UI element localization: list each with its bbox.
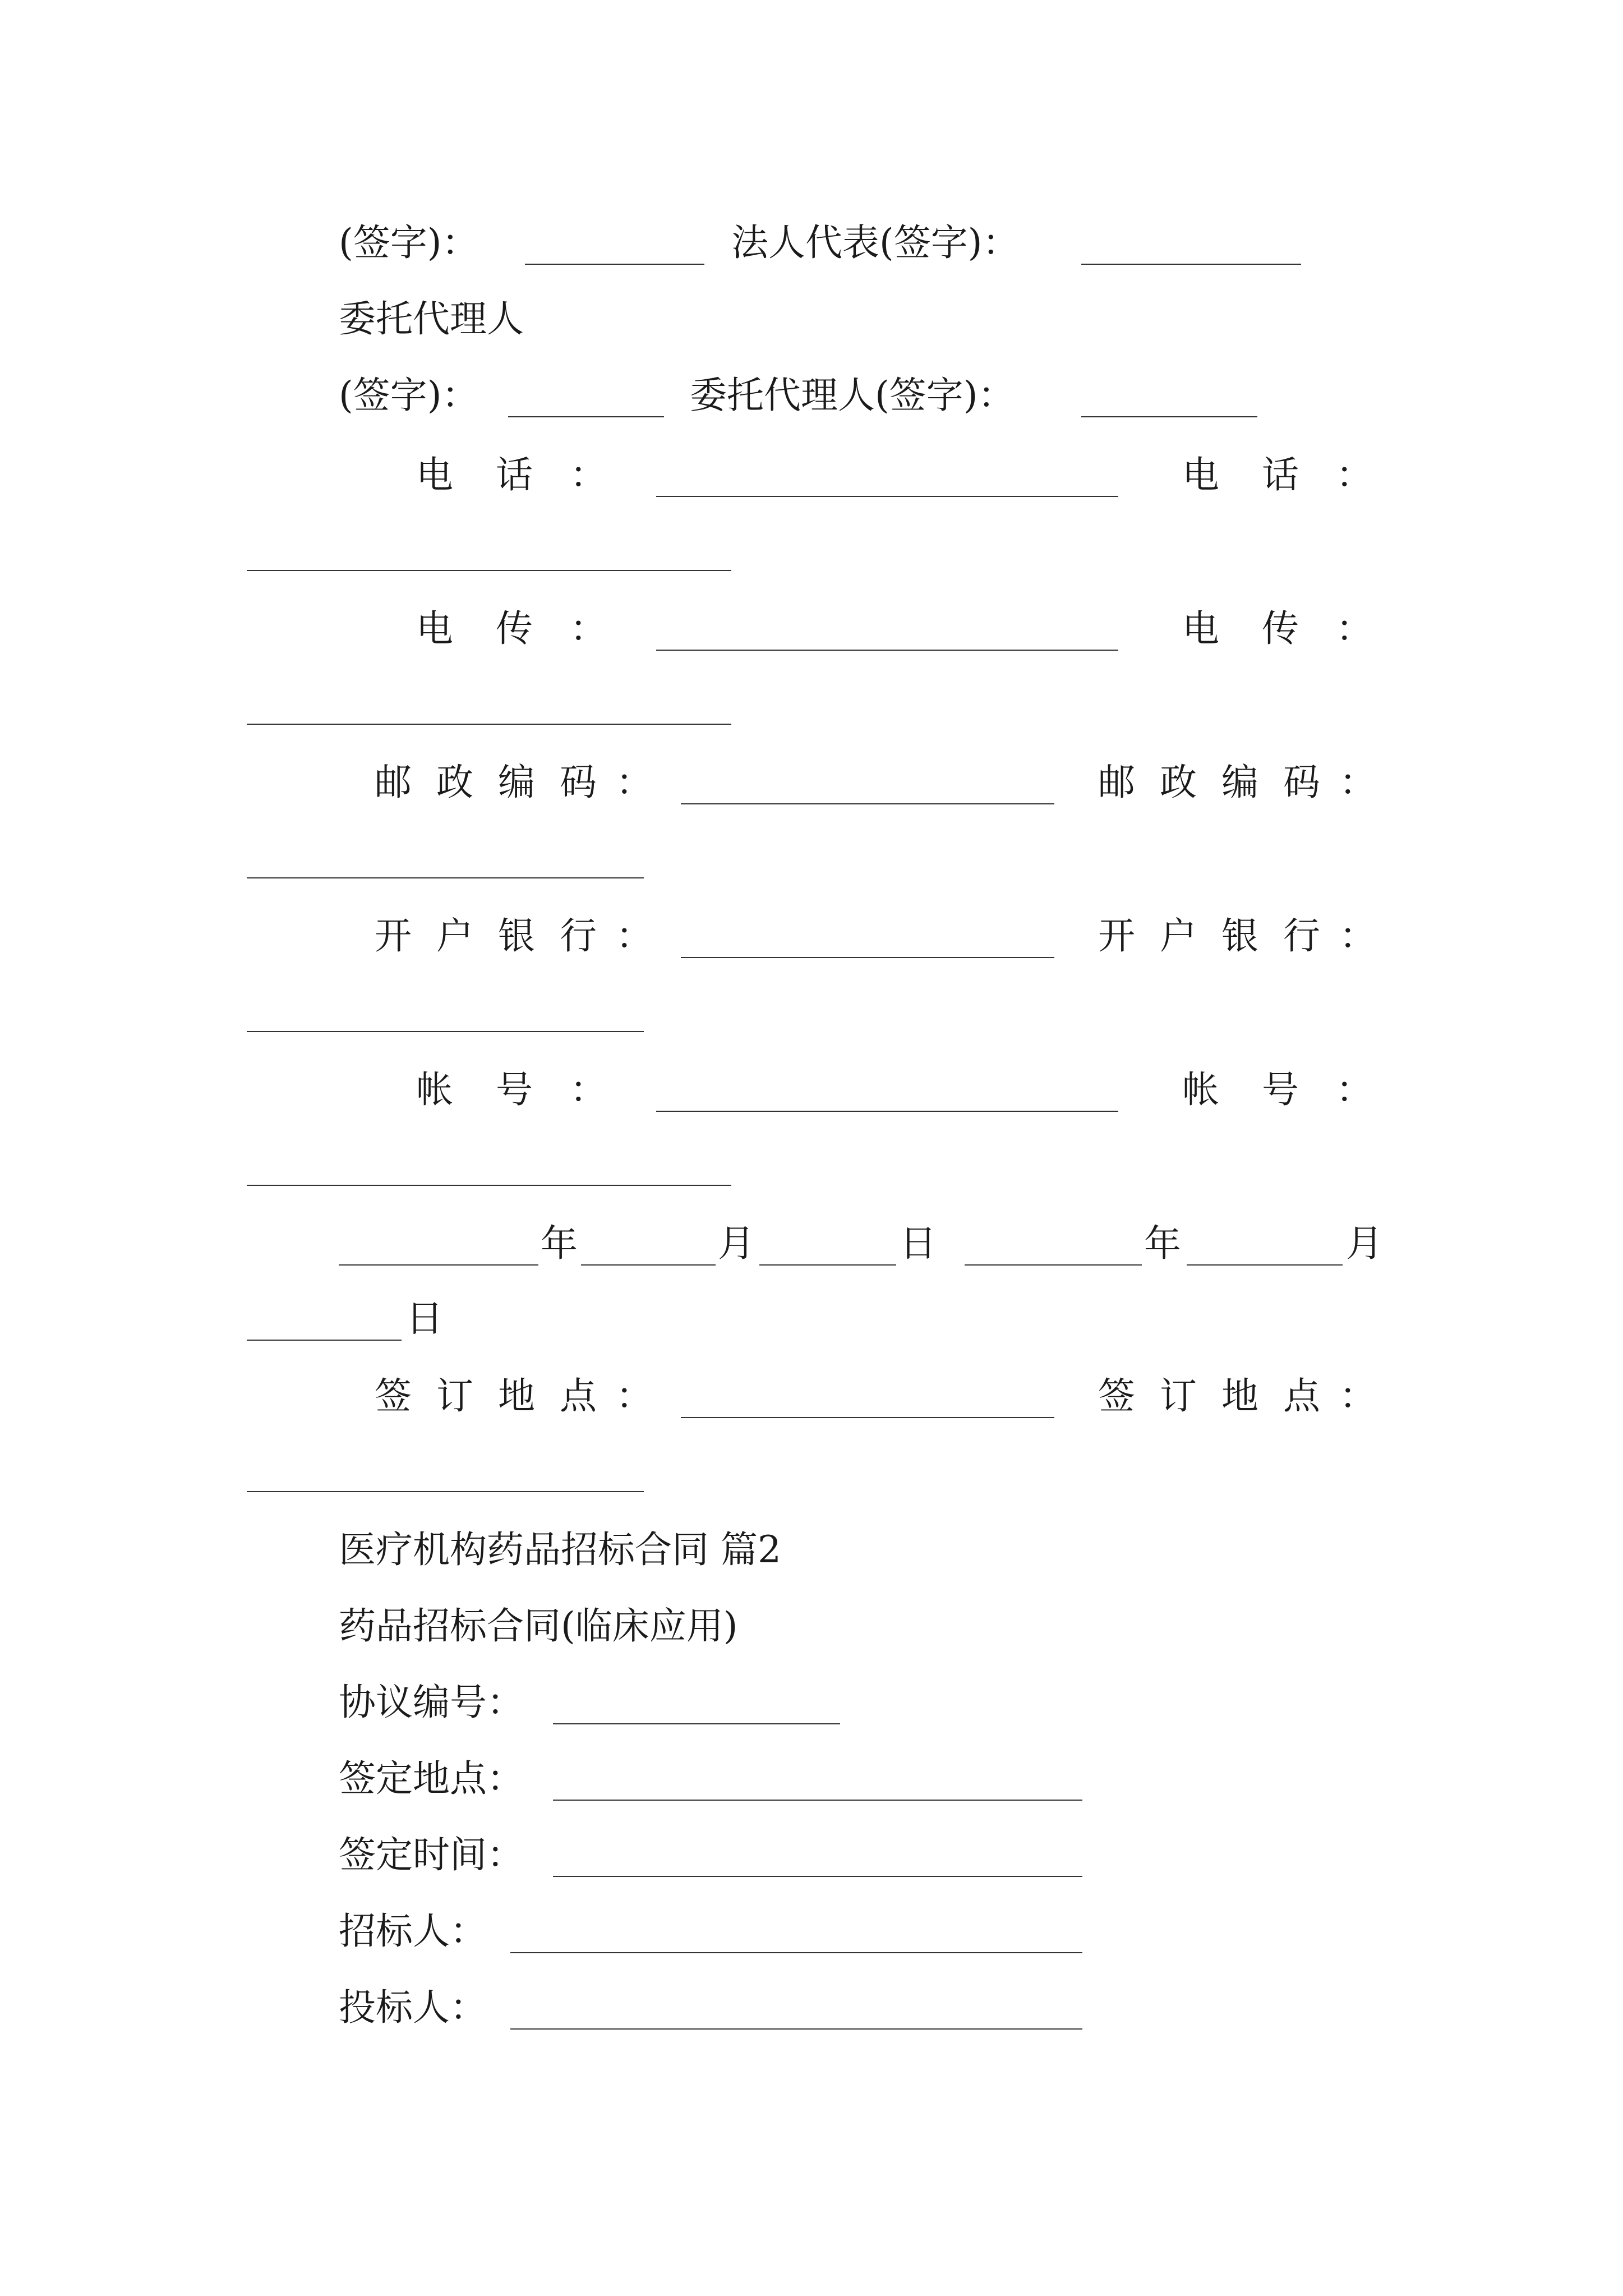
bank-label-char: 开 bbox=[1098, 914, 1135, 958]
date-month-blank-party-a[interactable] bbox=[581, 1264, 716, 1266]
account-label-char: 号 bbox=[1262, 1068, 1299, 1111]
bank-label-char: 开 bbox=[375, 914, 412, 958]
sign-time-label: 签定时间： bbox=[339, 1833, 524, 1876]
date-year-label: 年 bbox=[541, 1222, 578, 1265]
postcode-label-colon: ： bbox=[616, 761, 653, 804]
bank-label-char: 银 bbox=[1221, 914, 1258, 958]
fax-label-char: 传 bbox=[496, 607, 533, 650]
date-month-blank-party-b[interactable] bbox=[1187, 1264, 1343, 1266]
postcode-blank-party-a[interactable] bbox=[681, 803, 1054, 804]
place-blank-party-a[interactable] bbox=[681, 1417, 1054, 1418]
date-year-label: 年 bbox=[1144, 1222, 1181, 1265]
agent-sign-blank-party-a[interactable] bbox=[508, 416, 664, 417]
account-label-colon: ： bbox=[1336, 1068, 1373, 1111]
tenderer-blank[interactable] bbox=[510, 1952, 1082, 1953]
agreement-no-label: 协议编号： bbox=[339, 1681, 524, 1724]
account-label-char: 帐 bbox=[416, 1068, 453, 1111]
date-month-label: 月 bbox=[1346, 1222, 1383, 1265]
account-blank-party-b[interactable] bbox=[247, 1185, 731, 1186]
phone-label-char: 电 bbox=[1182, 453, 1219, 496]
bank-label-colon: ： bbox=[616, 914, 653, 958]
place-blank-party-b[interactable] bbox=[247, 1491, 644, 1492]
sign-time-blank[interactable] bbox=[553, 1876, 1082, 1877]
agent-label: 委托代理人 bbox=[339, 297, 524, 341]
bank-label-char: 行 bbox=[1283, 914, 1320, 958]
date-year-blank-party-b[interactable] bbox=[965, 1264, 1142, 1266]
account-blank-party-a[interactable] bbox=[656, 1111, 1118, 1112]
fax-label-char: 传 bbox=[1262, 607, 1299, 650]
phone-label-char: 话 bbox=[496, 453, 533, 496]
contract-subtitle: 药品招标合同(临床应用) bbox=[339, 1604, 738, 1648]
bidder-label: 投标人： bbox=[339, 1986, 487, 2029]
bank-label-char: 户 bbox=[436, 914, 473, 958]
account-label-char: 号 bbox=[496, 1068, 533, 1111]
postcode-label-char: 编 bbox=[1221, 761, 1258, 804]
date-day-label: 日 bbox=[406, 1297, 443, 1340]
date-day-blank-party-a[interactable] bbox=[759, 1264, 896, 1266]
postcode-label-char: 政 bbox=[1160, 761, 1197, 804]
postcode-label-char: 码 bbox=[1283, 761, 1320, 804]
sign-label-party-a: (签字)： bbox=[339, 221, 479, 264]
bidder-blank[interactable] bbox=[510, 2028, 1082, 2030]
place-label-char: 签 bbox=[375, 1374, 412, 1418]
agent-sign-label-party-a: (签字)： bbox=[339, 374, 479, 417]
bank-label-char: 户 bbox=[1160, 914, 1197, 958]
place-label-char: 点 bbox=[1283, 1374, 1320, 1418]
postcode-label-char: 邮 bbox=[375, 761, 412, 804]
bank-label-colon: ： bbox=[1339, 914, 1376, 958]
postcode-label-char: 编 bbox=[498, 761, 535, 804]
phone-blank-party-a[interactable] bbox=[656, 496, 1118, 497]
place-label-char: 地 bbox=[1221, 1374, 1258, 1418]
postcode-label-char: 邮 bbox=[1098, 761, 1135, 804]
fax-label-colon: ： bbox=[1336, 607, 1373, 650]
legal-rep-sign-blank[interactable] bbox=[1081, 264, 1301, 265]
section-heading: 医疗机构药品招标合同 篇2 bbox=[339, 1528, 781, 1571]
fax-label-colon: ： bbox=[570, 607, 607, 650]
date-year-blank-party-a[interactable] bbox=[339, 1264, 538, 1266]
place-label-colon: ： bbox=[616, 1374, 653, 1418]
place-label-char: 签 bbox=[1098, 1374, 1135, 1418]
phone-label-char: 话 bbox=[1262, 453, 1299, 496]
phone-label-colon: ： bbox=[1336, 453, 1373, 496]
tenderer-label: 招标人： bbox=[339, 1910, 487, 1953]
place-label-char: 订 bbox=[436, 1374, 473, 1418]
place-label-char: 点 bbox=[560, 1374, 597, 1418]
bank-blank-party-a[interactable] bbox=[681, 957, 1054, 958]
agent-sign-blank-party-b[interactable] bbox=[1081, 416, 1257, 417]
bank-label-char: 行 bbox=[560, 914, 597, 958]
agreement-no-blank[interactable] bbox=[553, 1723, 840, 1724]
place-label-char: 订 bbox=[1160, 1374, 1197, 1418]
account-label-colon: ： bbox=[570, 1068, 607, 1111]
date-day-label: 日 bbox=[900, 1222, 937, 1265]
fax-blank-party-a[interactable] bbox=[656, 650, 1118, 651]
legal-rep-sign-label: 法人代表(签字)： bbox=[731, 221, 1020, 264]
fax-label-char: 电 bbox=[416, 607, 453, 650]
phone-blank-party-b[interactable] bbox=[247, 570, 731, 571]
account-label-char: 帐 bbox=[1182, 1068, 1219, 1111]
date-month-label: 月 bbox=[718, 1222, 755, 1265]
date-day-blank-party-b[interactable] bbox=[247, 1340, 402, 1341]
sign-place-blank[interactable] bbox=[553, 1800, 1082, 1801]
place-label-char: 地 bbox=[498, 1374, 535, 1418]
fax-blank-party-b[interactable] bbox=[247, 724, 731, 725]
postcode-label-char: 码 bbox=[560, 761, 597, 804]
place-label-colon: ： bbox=[1339, 1374, 1376, 1418]
postcode-blank-party-b[interactable] bbox=[247, 877, 644, 878]
bank-blank-party-b[interactable] bbox=[247, 1031, 644, 1032]
postcode-label-char: 政 bbox=[436, 761, 473, 804]
agent-sign-label-party-b: 委托代理人(签字)： bbox=[690, 374, 1015, 417]
sign-place-label: 签定地点： bbox=[339, 1757, 524, 1800]
fax-label-char: 电 bbox=[1182, 607, 1219, 650]
phone-label-colon: ： bbox=[570, 453, 607, 496]
bank-label-char: 银 bbox=[498, 914, 535, 958]
postcode-label-colon: ： bbox=[1339, 761, 1376, 804]
phone-label-char: 电 bbox=[416, 453, 453, 496]
sign-blank-party-a[interactable] bbox=[525, 264, 704, 265]
